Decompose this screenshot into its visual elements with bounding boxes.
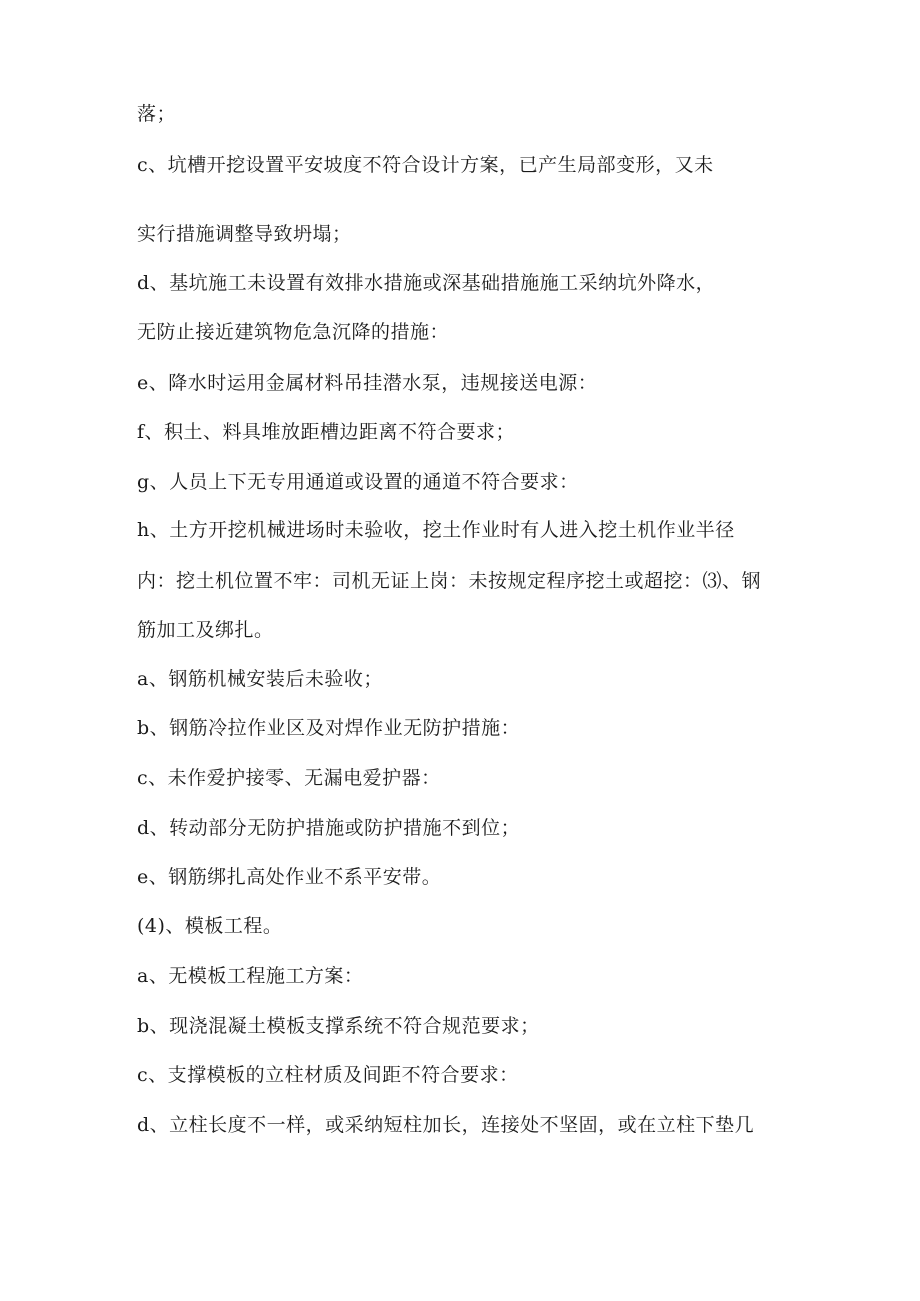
text-line-9: h、土方开挖机械进场时未验收，挖土作业时有人进入挖土机作业半径 — [137, 519, 735, 541]
text-line-20: c、支撑模板的立柱材质及间距不符合要求： — [137, 1064, 519, 1086]
text-line-7: f、积土、料具堆放距槽边距离不符合要求； — [137, 421, 516, 443]
text-line-3: 实行措施调整导致坍塌； — [137, 223, 352, 245]
text-line-6: e、降水时运用金属材料吊挂潜水泵，违规接送电源： — [137, 372, 598, 394]
text-line-19: b、现浇混凝土模板支撑系统不符合规范要求； — [137, 1015, 540, 1037]
text-line-2: c、坑槽开挖设置平安坡度不符合设计方案，已产生局部变形，又未 — [137, 154, 714, 176]
text-line-5: 无防止接近建筑物危急沉降的措施： — [137, 321, 450, 343]
text-line-1: 落； — [137, 103, 177, 125]
text-line-17: (4)、模板工程。 — [137, 915, 283, 937]
text-line-4: d、基坑施工未设置有效排水措施或深基础措施施工采纳坑外降水， — [137, 272, 716, 294]
text-line-18: a、无模板工程施工方案： — [137, 965, 364, 987]
text-line-15: d、转动部分无防护措施或防护措施不到位； — [137, 817, 521, 839]
text-line-11: 筋加工及绑扎。 — [137, 619, 274, 641]
text-line-14: c、未作爱护接零、无漏电爱护器： — [137, 767, 441, 789]
text-line-10: 内：挖土机位置不牢：司机无证上岗：未按规定程序挖土或超挖：⑶、钢 — [137, 570, 762, 592]
text-line-21: d、立柱长度不一样，或采纳短柱加长，连接处不坚固，或在立柱下垫几 — [137, 1114, 755, 1136]
text-line-12: a、钢筋机械安装后未验收； — [137, 668, 383, 690]
text-line-13: b、钢筋冷拉作业区及对焊作业无防护措施： — [137, 717, 521, 739]
text-line-8: g、人员上下无专用通道或设置的通道不符合要求： — [137, 471, 579, 493]
text-line-16: e、钢筋绑扎高处作业不系平安带。 — [137, 866, 442, 888]
